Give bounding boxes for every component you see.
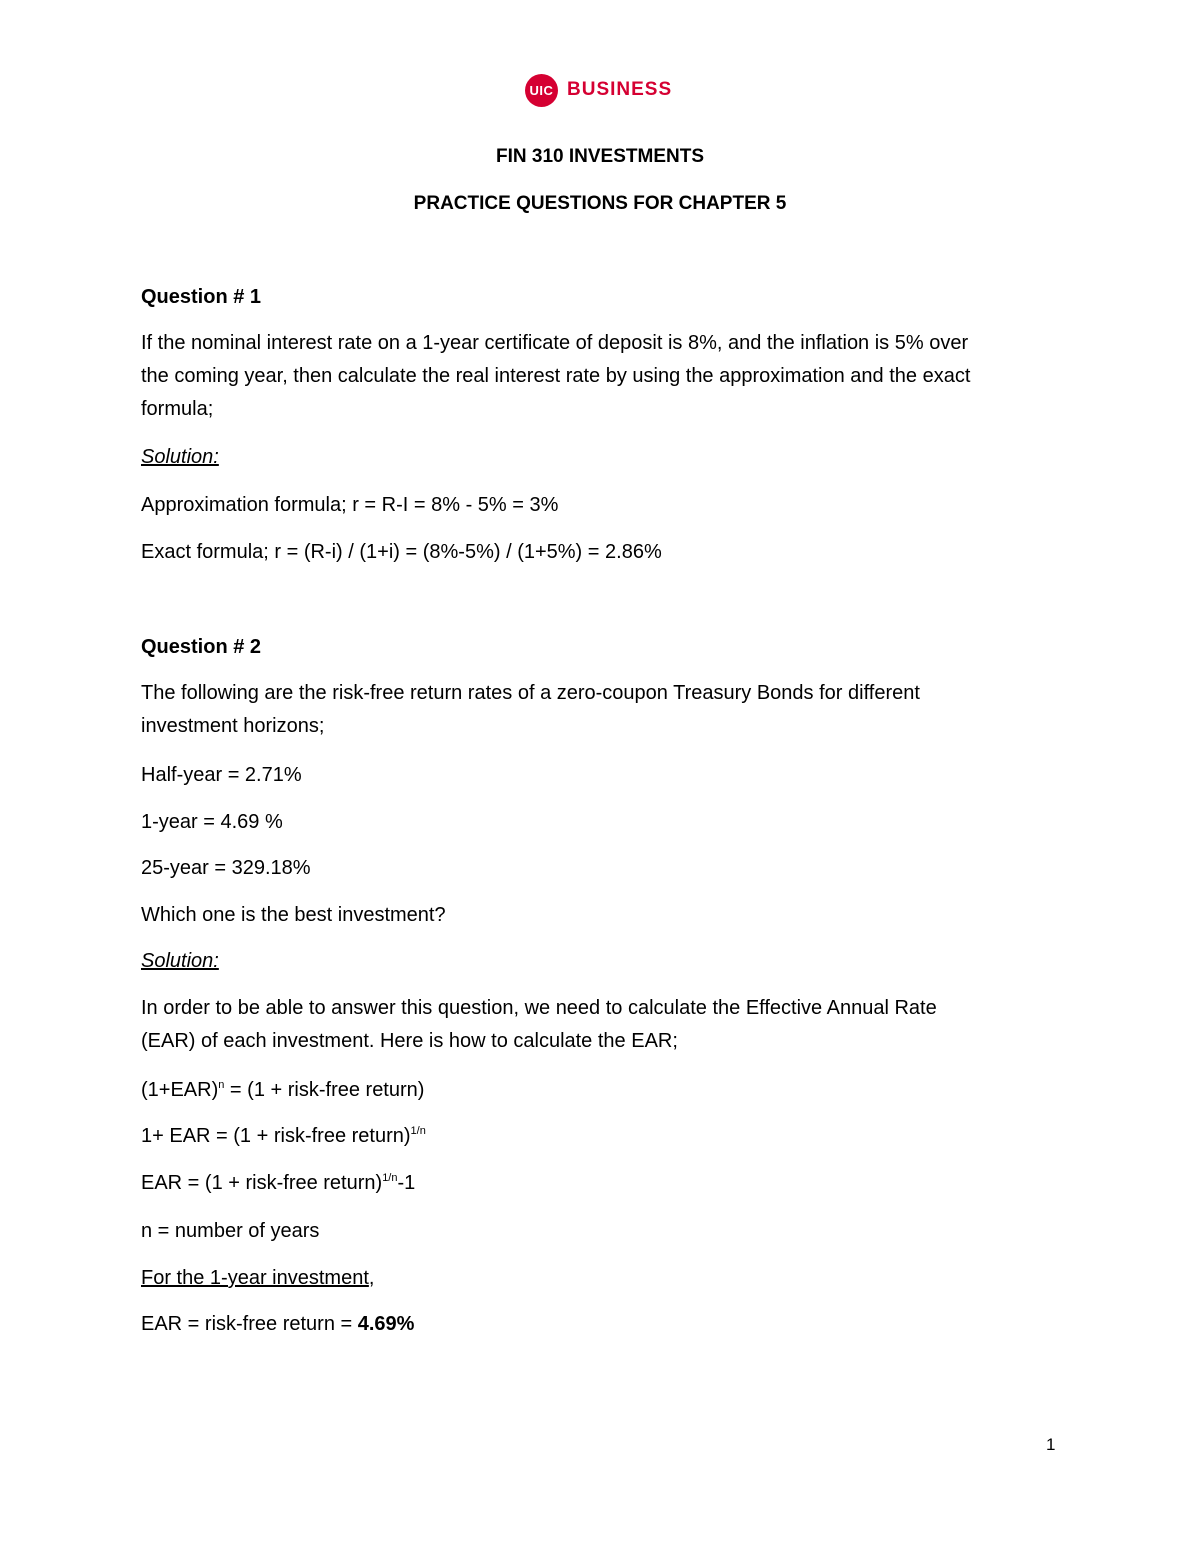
n-definition: n = number of years	[141, 1220, 320, 1242]
ear-result	[141, 1312, 414, 1336]
ear-formula-1	[141, 1078, 424, 1102]
question-2-heading: Question # 2	[141, 636, 262, 658]
one-year-label: For the 1-year investment	[141, 1267, 369, 1289]
formula-text: = (1 + risk-free return)	[224, 1079, 425, 1101]
formula-text: EAR = (1 + risk-free return)	[141, 1172, 383, 1194]
formula-text: -1	[397, 1172, 416, 1194]
rate-1-year: 1-year = 4.69 %	[141, 811, 283, 833]
formula-exponent: n	[218, 1079, 225, 1091]
one-year-investment-heading	[141, 1266, 374, 1290]
exact-formula: Exact formula; r = (R-i) / (1+i) = (8%-5%) / (1+5%) = 2.86%	[141, 541, 662, 563]
uic-business-logo	[525, 74, 672, 106]
formula-exponent: 1/n	[410, 1125, 426, 1137]
question-1-text-line: If the nominal interest rate on a 1-year certificate of deposit is 8%, and the inflation is 5% over	[141, 332, 969, 354]
page-number: 1	[1046, 1435, 1056, 1454]
ear-formula-3	[141, 1171, 415, 1195]
page-subtitle: PRACTICE QUESTIONS FOR CHAPTER 5	[413, 193, 787, 214]
rate-half-year: Half-year = 2.71%	[141, 764, 302, 786]
question-2-prompt: Which one is the best investment?	[141, 904, 446, 926]
solution-label: Solution:	[141, 950, 219, 972]
formula-text: (1+EAR)	[141, 1079, 219, 1101]
question-1-heading: Question # 1	[141, 286, 262, 308]
course-title: FIN 310 INVESTMENTS	[496, 146, 704, 167]
question-1-text-line: formula;	[141, 398, 214, 420]
solution-text-line: In order to be able to answer this question, we need to calculate the Effective Annual Rate	[141, 997, 937, 1019]
logo-text: BUSINESS	[567, 79, 673, 100]
question-1-text-line: the coming year, then calculate the real interest rate by using the approximation and the exact	[141, 365, 971, 387]
approximation-formula: Approximation formula; r = R-I = 8% - 5% = 3%	[141, 494, 559, 516]
formula-text: 1+ EAR = (1 + risk-free return)	[141, 1125, 411, 1147]
rate-25-year: 25-year = 329.18%	[141, 857, 311, 879]
logo-mark: UIC	[525, 74, 558, 107]
solution-text-line: (EAR) of each investment. Here is how to calculate the EAR;	[141, 1030, 678, 1052]
question-2-text-line: The following are the risk-free return rates of a zero-coupon Treasury Bonds for different	[141, 682, 920, 704]
formula-exponent: 1/n	[382, 1172, 398, 1184]
ear-prefix: EAR = risk-free return =	[141, 1313, 358, 1335]
solution-label: Solution:	[141, 446, 219, 468]
question-2-text-line: investment horizons;	[141, 715, 325, 737]
one-year-comma: ,	[368, 1267, 375, 1289]
ear-value: 4.69%	[357, 1313, 415, 1335]
ear-formula-2	[141, 1124, 426, 1148]
